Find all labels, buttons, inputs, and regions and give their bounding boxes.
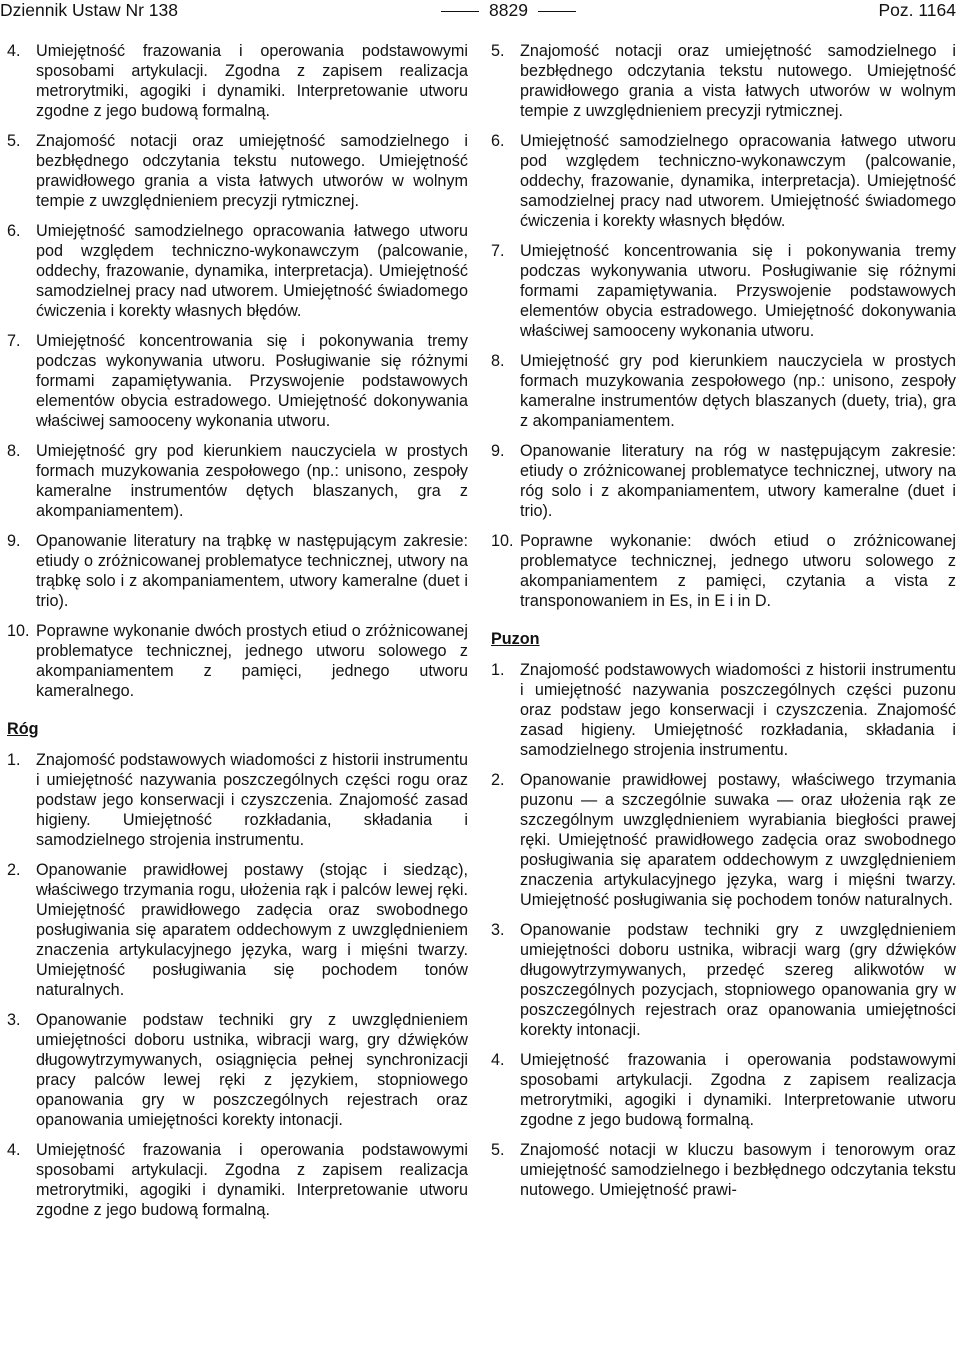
item-text: Umiejętność gry pod kierunkiem nauczyciela w prostych formach muzykowania zespołowego (np.: unisono, zespoły kameralne instrumentów dętych blaszanych, gra z akompaniamentem). [36, 442, 468, 520]
list-item [491, 920, 956, 1040]
item-text: Umiejętność gry pod kierunkiem nauczyciela w prostych formach muzykowania zespołowego (np.: unisono, zespoły kameralne instrumentów dętych blaszanych (duety, tria), gra z akompaniamentem. [520, 352, 956, 430]
list-item [7, 531, 468, 611]
item-number: 1. [7, 751, 21, 769]
item-text: Umiejętność frazowania i operowania podstawowymi sposobami artykulacji. Zgodna z zapisem realizacja metrorytmiki, agogiki i dynamiki. Interpretowanie utworu zgodne z jego budową formalną. [36, 1141, 468, 1219]
item-text: Poprawne wykonanie: dwóch etiud o zróżnicowanej problematyce technicznej, jednego utworu solowego z akompaniamentem z pamięci, czytania a vista z transponowaniem in Es, in E i in D. [520, 532, 956, 610]
item-number: 5. [491, 1141, 505, 1159]
list-item [491, 241, 956, 341]
item-text: Znajomość podstawowych wiadomości z historii instrumentu i umiejętność nazywania poszczególnych części rogu oraz podstaw jego konserwacji i czyszczenia. Znajomość zasad higieny. Umiejętność rozkładania, składania i samodzielnego strojenia instrumentu. [36, 751, 468, 849]
item-text: Umiejętność samodzielnego opracowania łatwego utworu pod względem techniczno-wykonawczym (palcowanie, oddechy, frazowanie, dynamika, interpretacja). Umiejętność samodzielnej pracy nad utworem. Umiejętność świadomego ćwiczenia i korekty własnych błędów. [36, 222, 468, 320]
list-item [7, 41, 468, 121]
left-column [7, 41, 468, 1230]
item-number: 4. [7, 42, 21, 60]
list-item [7, 441, 468, 521]
item-text: Opanowanie prawidłowej postawy, właściwego trzymania puzonu — a szczególnie suwaka — oraz ułożenia rąk ze szczególnym uwzględnieniem wyrabiania biegłości prawej ręki. Umiejętność prawidłowego zadęcia oraz swobodnego posługiwania się aparatem oddechowym z uwzględnieniem znaczenia artykulacyjnego języka, warg i mięśni twarzy. Umiejętność posługiwania się pochodem tonów naturalnych. [520, 771, 956, 909]
item-text: Opanowanie prawidłowej postawy (stojąc i siedząc), właściwego trzymania rogu, ułożenia rąk i palców lewej ręki. Umiejętność prawidłowego zadęcia oraz swobodnego posługiwania się aparatem oddechowym z uwzględnieniem znaczenia artykulacyjnego języka, warg i mięśni twarzy. Umiejętność posługiwania się pochodem tonów naturalnych. [36, 861, 468, 999]
list-item [491, 1050, 956, 1130]
page-header [0, 0, 960, 30]
item-text: Znajomość notacji oraz umiejętność samodzielnego i bezbłędnego odczytania tekstu nutowego. Umiejętność prawidłowego grania a vista łatwych utworów w wolnym tempie z uwzględnieniem precyzji rytmicznej. [520, 42, 956, 120]
position-number: Poz. 1164 [878, 0, 956, 20]
list-item [7, 221, 468, 321]
item-text: Opanowanie literatury na trąbkę w następującym zakresie: etiudy o zróżnicowanej problematyce technicznej, utwory na trąbkę solo i z akompaniamentem, utwory kameralne (duet i trio). [36, 532, 468, 610]
item-text: Poprawne wykonanie dwóch prostych etiud o zróżnicowanej problematyce technicznej, jednego utworu solowego z akompaniamentem z pamięci, jednego utworu kameralnego. [36, 622, 468, 700]
dash-left [441, 11, 479, 12]
list-item [7, 1140, 468, 1220]
item-text: Umiejętność koncentrowania się i pokonywania tremy podczas wykonywania utworu. Posługiwanie się różnymi formami zapamiętywania. Przyswojenie podstawowych elementów obycia estradowego. Umiejętność dokonywania właściwej samooceny wykonania utworu. [36, 332, 468, 430]
item-number: 9. [7, 532, 21, 550]
item-text: Umiejętność frazowania i operowania podstawowymi sposobami artykulacji. Zgodna z zapisem realizacja metrorytmiki, agogiki i dynamiki. Interpretowanie utworu zgodne z jego budową formalną. [36, 42, 468, 120]
item-number: 2. [7, 861, 21, 879]
item-number: 4. [7, 1141, 21, 1159]
list-item [491, 660, 956, 760]
item-text: Umiejętność frazowania i operowania podstawowymi sposobami artykulacji. Zgodna z zapisem realizacja metrorytmiki, agogiki i dynamiki. Interpretowanie utworu zgodne z jego budową formalną. [520, 1051, 956, 1129]
list-item [491, 1140, 956, 1200]
item-number: 4. [491, 1051, 505, 1069]
list-item [491, 531, 956, 611]
item-number: 6. [491, 132, 505, 150]
section-title-rog: Róg [7, 720, 39, 738]
item-number: 9. [491, 442, 505, 460]
item-number: 8. [491, 352, 505, 370]
item-number: 2. [491, 771, 505, 789]
list-item [7, 131, 468, 211]
item-number: 3. [7, 1011, 21, 1029]
item-number: 10. [491, 532, 514, 550]
item-text: Umiejętność samodzielnego opracowania łatwego utworu pod względem techniczno-wykonawczym (palcowanie, oddechy, frazowanie, dynamika, interpretacja). Umiejętność samodzielnej pracy nad utworem. Umiejętność świadomego ćwiczenia i korekty własnych błędów. [520, 132, 956, 230]
page-number-wrapper [431, 0, 586, 20]
list-item [7, 621, 468, 701]
item-number: 6. [7, 222, 21, 240]
section-title-puzon: Puzon [491, 630, 540, 648]
item-number: 3. [491, 921, 505, 939]
item-text: Znajomość notacji w kluczu basowym i tenorowym oraz umiejętność samodzielnego i bezbłędnego odczytania tekstu nutowego. Umiejętność prawi- [520, 1141, 956, 1199]
item-number: 1. [491, 661, 505, 679]
list-item [7, 860, 468, 1000]
list-item [491, 131, 956, 231]
item-text: Umiejętność koncentrowania się i pokonywania tremy podczas wykonywania utworu. Posługiwanie się różnymi formami zapamiętywania. Przyswojenie podstawowych elementów obycia estradowego. Umiejętność dokonywania właściwej samooceny wykonania utworu. [520, 242, 956, 340]
item-text: Znajomość notacji oraz umiejętność samodzielnego i bezbłędnego odczytania tekstu nutowego. Umiejętność prawidłowego grania a vista łatwych utworów w wolnym tempie z uwzględnieniem precyzji rytmicznej. [36, 132, 468, 210]
list-item [7, 750, 468, 850]
list-item [7, 331, 468, 431]
right-column [491, 41, 956, 1210]
item-number: 10. [7, 622, 30, 640]
list-item [491, 351, 956, 431]
item-text: Opanowanie podstaw techniki gry z uwzględnieniem umiejętności doboru ustnika, wibracji warg (gry dźwięków długowytrzymywanych, przedęć szereg alikwotów w poszczególnych pozycjach, stopniowego opanowania gry w poszczególnych rejestrach oraz opanowania umiejętności korekty intonacji. [520, 921, 956, 1039]
item-number: 5. [7, 132, 21, 150]
journal-title: Dziennik Ustaw Nr 138 [0, 0, 178, 20]
list-item [491, 41, 956, 121]
list-item [7, 1010, 468, 1130]
list-item [491, 770, 956, 910]
item-text: Znajomość podstawowych wiadomości z historii instrumentu i umiejętność nazywania poszczególnych części puzonu oraz podstaw jego konserwacji i czyszczenia. Znajomość zasad higieny. Umiejętność rozkładania, składania i samodzielnego strojenia instrumentu. [520, 661, 956, 759]
dash-right [538, 11, 576, 12]
item-text: Opanowanie podstaw techniki gry z uwzględnieniem umiejętności doboru ustnika, wibracji warg, gry dźwięków długowytrzymywanych, osiągnięcia pełnej synchronizacji pracy palców lewej ręki z językiem, stopniowego opanowania gry w poszczególnych rejestrach oraz opanowania umiejętności korekty intonacji. [36, 1011, 468, 1129]
item-number: 5. [491, 42, 505, 60]
list-item [491, 441, 956, 521]
item-number: 7. [7, 332, 21, 350]
item-text: Opanowanie literatury na róg w następującym zakresie: etiudy o zróżnicowanej problematyce technicznej, utwory na róg solo i z akompaniamentem, utwory kameralne (duet i trio). [520, 442, 956, 520]
item-number: 7. [491, 242, 505, 260]
item-number: 8. [7, 442, 21, 460]
page-number: 8829 [489, 0, 528, 20]
